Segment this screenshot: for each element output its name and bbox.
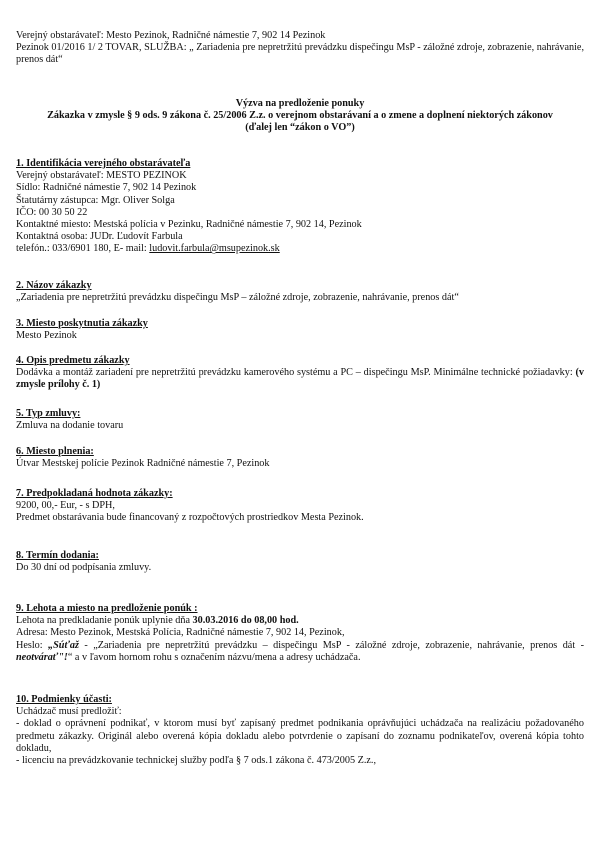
title-line-3: (ďalej len “zákon o VO”) — [245, 122, 355, 134]
section-8-delivery-term — [16, 550, 584, 574]
section-7-heading: 7. Predpokladaná hodnota zákazky: — [16, 488, 173, 499]
section-6-heading: 6. Miesto plnenia: — [16, 446, 94, 457]
s6-text: Útvar Mestskej polície Pezinok Radničné námestie 7, Pezinok — [16, 458, 270, 470]
section-1-heading: 1. Identifikácia verejného obstarávateľa — [16, 158, 191, 169]
s9-password-prefix: Heslo: — [16, 639, 49, 651]
document-title — [16, 98, 584, 135]
s1-line-3: Štatutárny zástupca: Mgr. Oliver Solga — [16, 194, 175, 206]
s8-text: Do 30 dní od podpísania zmluvy. — [16, 562, 152, 574]
section-6-place-of-performance — [16, 446, 584, 470]
title-line-1: Výzva na predloženie ponuky — [235, 98, 365, 109]
s9-line-2: Adresa: Mesto Pezinok, Mestská Polícia, Radničné námestie 7, 902 14, Pezinok, — [16, 627, 345, 639]
section-9-heading: 9. Lehota a miesto na predloženie ponúk : — [16, 603, 198, 614]
section-4-description — [16, 355, 584, 392]
header-line-1: Verejný obstarávateľ: Mesto Pezinok, Radničné námestie 7, 902 14 Pezinok — [16, 30, 326, 41]
section-10-conditions — [16, 694, 584, 767]
s3-text: Mesto Pezinok — [16, 330, 77, 342]
s9-password-word: „Súťaž — [48, 639, 79, 651]
s10-line-2: - doklad o oprávnení podnikať, v ktorom musí byť zapísaný predmet podnikania oprávňujúci uchádzača na realizáciu požadovaného predmetu zákazky. Originál alebo overená kópia dokladu alebo potvrdenie o zapísaní do zoznamu podnikateľov, overená kópia tohto dokladu, — [16, 718, 584, 754]
s1-line-2: Sídlo: Radničné námestie 7, 902 14 Pezinok — [16, 182, 197, 194]
s1-line-5: Kontaktné miesto: Mestská polícia v Pezinku, Radničné námestie 7, 902 14, Pezinok — [16, 219, 362, 231]
header-line-2: Pezinok 01/2016 1/ 2 TOVAR, SLUŽBA: „ Zariadenia pre nepretržitú prevádzku dispečingu MsP - záložné zdroje, zobrazenie, nahrávanie, prenos dát“ — [16, 42, 584, 66]
s10-line-1: Uchádzač musí predložiť: — [16, 706, 122, 718]
s9-line-1 — [16, 615, 584, 627]
s9-deadline-prefix: Lehota na predkladanie ponúk uplynie dňa — [16, 615, 193, 627]
s9-deadline-date: 30.03.2016 do 08,00 hod. — [192, 615, 299, 627]
section-4-heading: 4. Opis predmetu zákazky — [16, 355, 130, 366]
s4-annex-reference: (v zmysle prílohy č. 1) — [16, 367, 584, 391]
s1-line-4: IČO: 00 30 50 22 — [16, 206, 88, 218]
section-7-estimated-value — [16, 488, 584, 525]
s4-text — [16, 367, 584, 391]
s9-line-3 — [16, 640, 584, 664]
s7-line-1: 9200, 00,- Eur, - s DPH, — [16, 500, 115, 512]
s7-line-2: Predmet obstarávania bude financovaný z rozpočtových prostriedkov Mesta Pezinok. — [16, 512, 364, 524]
s1-line-7 — [16, 243, 584, 255]
section-5-contract-type — [16, 408, 584, 432]
section-3-heading: 3. Miesto poskytnutia zákazky — [16, 318, 148, 329]
s5-text: Zmluva na dodanie tovaru — [16, 420, 124, 432]
s9-password-text: - „Zariadenia pre nepretržitú prevádzku – dispečingu MsP - záložné zdroje, zobrazenie, nahrávanie, prenos dát - — [78, 639, 584, 651]
s2-text: „Zariadenia pre nepretržitú prevádzku dispečingu MsP – záložné zdroje, zobrazenie, nahrávanie, prenos dát“ — [16, 292, 459, 304]
section-10-heading: 10. Podmienky účasti: — [16, 694, 112, 705]
s4-text-main: Dodávka a montáž zariadení pre nepretržitú prevádzku kamerového systému a PC – dispečingu MsP. Minimálne technické požiadavky: — [16, 367, 576, 379]
s9-password-suffix: “ a v ľavom hornom rohu s označením názvu/mena a adresy uchádzača. — [67, 651, 361, 663]
page-header — [16, 30, 584, 67]
section-5-heading: 5. Typ zmluvy: — [16, 408, 81, 419]
s1-line-1: Verejný obstarávateľ: MESTO PEZINOK — [16, 170, 187, 182]
title-line-2: Zákazka v zmysle § 9 ods. 9 zákona č. 25/2006 Z.z. o verejnom obstarávaní a o zmene a doplnení niektorých zákonov — [47, 110, 553, 122]
s9-do-not-open: neotvárať"! — [16, 651, 68, 663]
section-3-place — [16, 318, 584, 342]
s1-line-6: Kontaktná osoba: JUDr. Ľudovít Farbula — [16, 231, 183, 243]
section-9-deadline — [16, 603, 584, 664]
section-1-identification — [16, 158, 584, 256]
s1-phone: telefón.: 033/6901 180, E- mail: — [16, 243, 150, 255]
email-link[interactable]: ludovit.farbula@msupezinok.sk — [149, 243, 280, 255]
s10-line-3: - licenciu na prevádzkovanie technickej služby podľa § 7 ods.1 zákona č. 473/2005 Z.z., — [16, 755, 377, 767]
section-2-name — [16, 280, 584, 304]
section-8-heading: 8. Termín dodania: — [16, 550, 99, 561]
section-2-heading: 2. Názov zákazky — [16, 280, 92, 291]
